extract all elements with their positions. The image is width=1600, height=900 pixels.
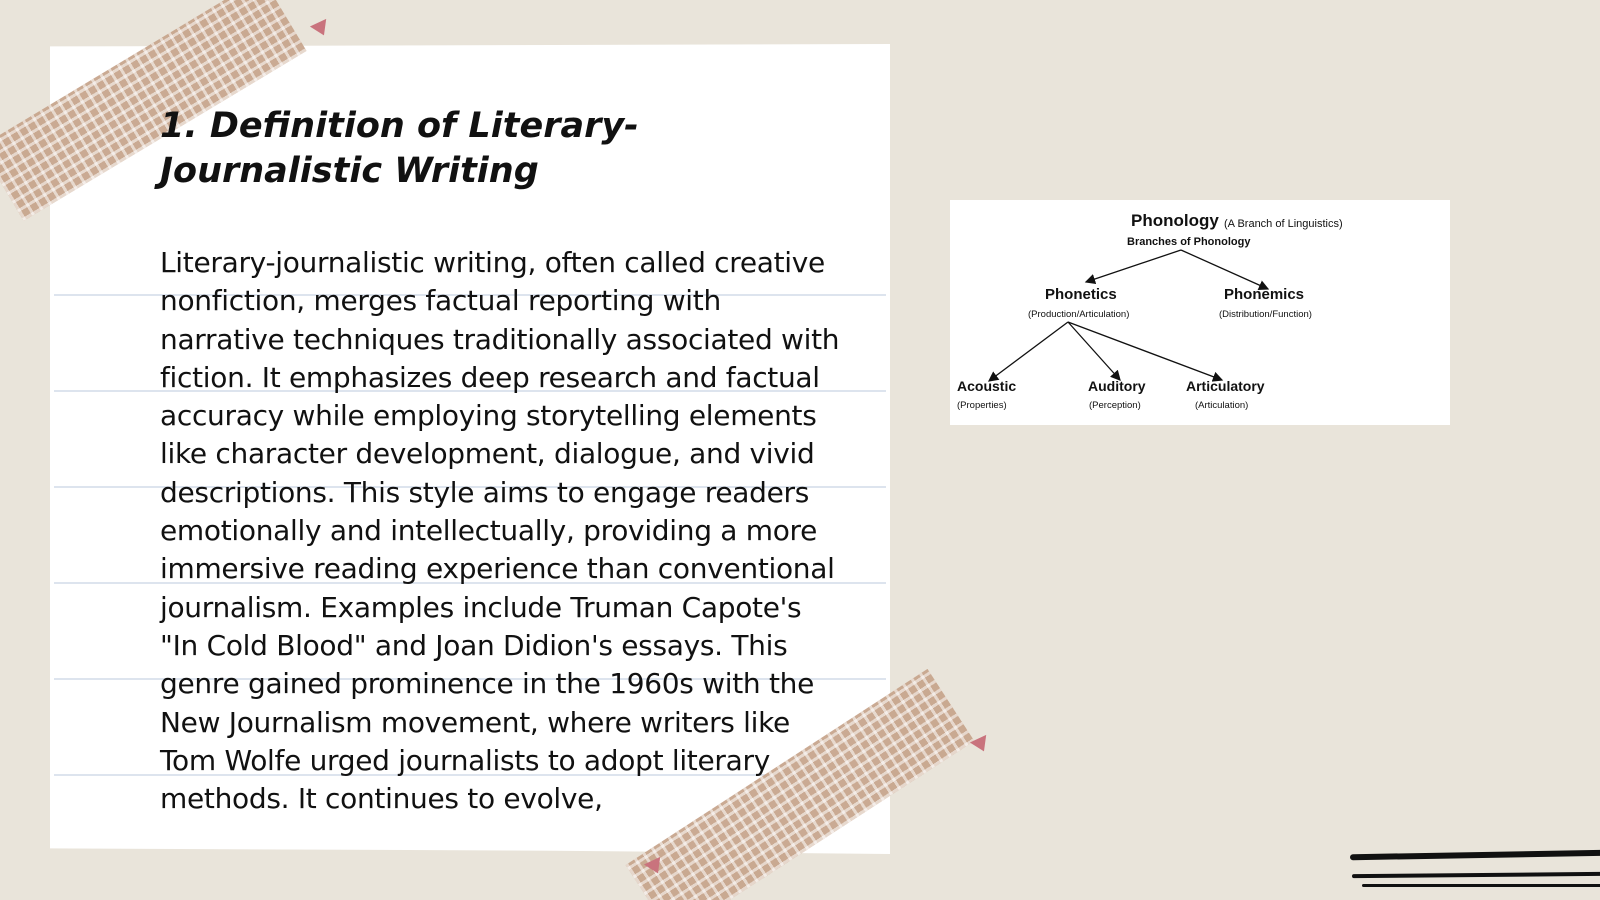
diagram-root-label: Phonology xyxy=(1131,211,1219,230)
brush-stroke-decoration xyxy=(1362,884,1600,887)
brush-stroke-decoration xyxy=(1352,872,1600,878)
phonology-diagram xyxy=(950,200,1450,425)
node-articulatory-note: (Articulation) xyxy=(1195,400,1249,411)
diagram-branches-label: Branches of Phonology xyxy=(1127,236,1251,248)
node-phonetics: Phonetics xyxy=(1045,286,1117,303)
node-phonetics-note: (Production/Articulation) xyxy=(1028,309,1130,320)
node-acoustic: Acoustic xyxy=(957,378,1017,394)
connector-phonetics-auditory xyxy=(1068,322,1120,380)
connector-phonetics-acoustic xyxy=(989,322,1068,381)
connector-root-phonemics xyxy=(1181,250,1268,289)
node-phonemics: Phonemics xyxy=(1224,286,1305,303)
node-auditory-note: (Perception) xyxy=(1089,400,1141,411)
pin-decoration xyxy=(970,735,992,755)
node-articulatory: Articulatory xyxy=(1186,378,1265,394)
node-acoustic-note: (Properties) xyxy=(957,400,1007,411)
pin-decoration xyxy=(310,19,332,39)
node-phonemics-note: (Distribution/Function) xyxy=(1219,309,1312,320)
brush-stroke-decoration xyxy=(1350,850,1600,861)
connector-root-phonetics xyxy=(1086,250,1181,282)
slide-title: 1. Definition of Literary-Journalistic Writing xyxy=(160,106,639,191)
diagram-root-note: (A Branch of Linguistics) xyxy=(1224,218,1343,230)
slide-body-text: Literary-journalistic writing, often called creative nonfiction, merges factual reporting with narrative techniques traditionally associated with fiction. It emphasizes deep research and factual accuracy while employing storytelling elements like character development, dialogue, and vivid descriptions. This style aims to engage readers emotionally and intellectually, providing a more immersive reading experience than conventional journalism. Examples include Truman Capote's "In Cold Blood" and Joan Didion's essays. This genre gained prominence in the 1960s with the New Journalism movement, where writers like Tom Wolfe urged journalists to adopt literary methods. It continues to evolve, xyxy=(160,246,840,816)
connector-phonetics-articulatory xyxy=(1068,322,1222,380)
node-auditory: Auditory xyxy=(1088,378,1146,394)
